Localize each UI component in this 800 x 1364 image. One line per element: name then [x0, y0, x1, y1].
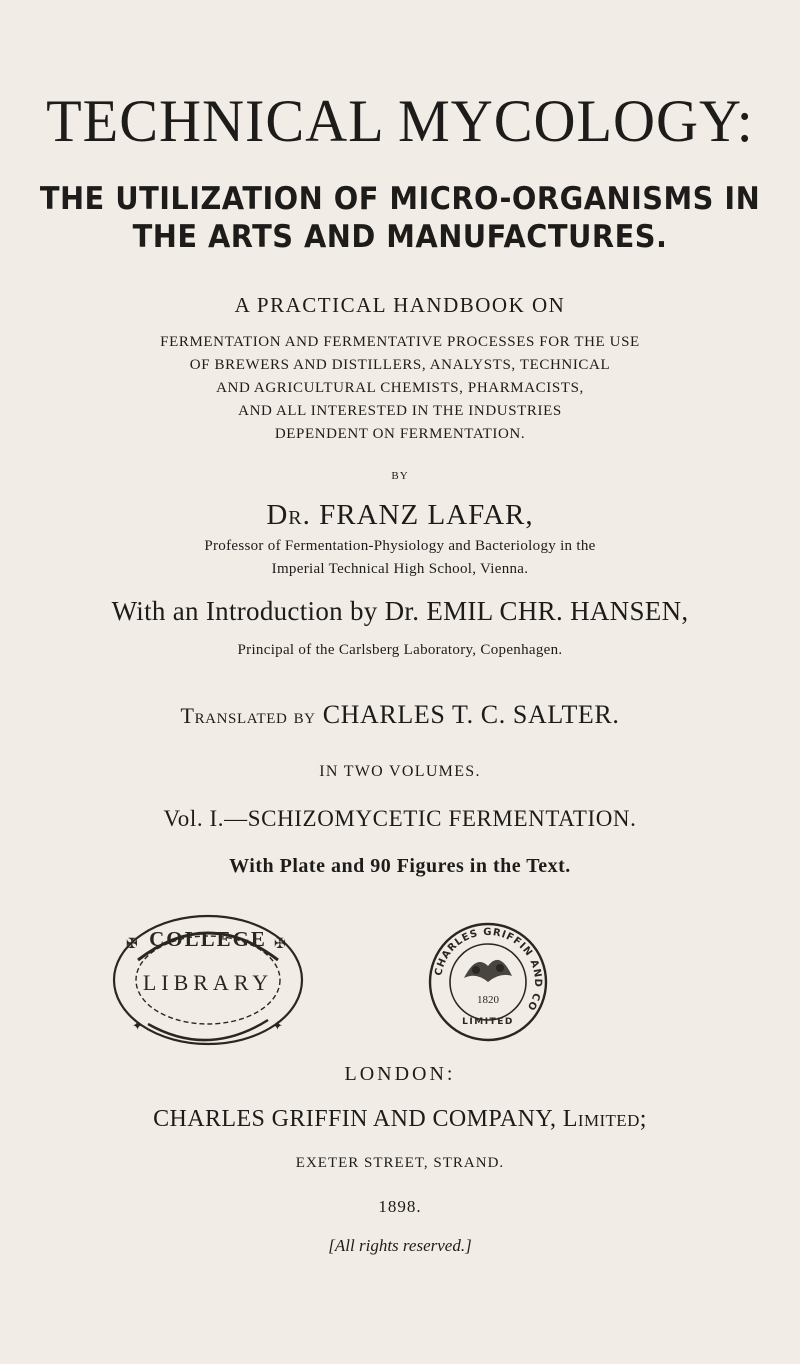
- imprint-year: 1898.: [378, 1197, 422, 1216]
- imprint-publisher-main: CHARLES GRIFFIN AND COMPANY,: [153, 1106, 563, 1132]
- publisher-emblem-year: 1820: [477, 994, 499, 1006]
- plate-note: With Plate and 90 Figures in the Text.: [229, 855, 571, 877]
- imprint-publisher-end: ;: [639, 1106, 647, 1132]
- handbook-heading: A PRACTICAL HANDBOOK ON: [234, 293, 566, 317]
- subtitle-line-2: THE ARTS AND MANUFACTURES.: [132, 219, 668, 255]
- description-line-2: OF BREWERS AND DISTILLERS, ANALYSTS, TECHNICAL: [189, 357, 611, 373]
- book-title: TECHNICAL MYCOLOGY:: [46, 88, 754, 154]
- imprint-publisher-suffix: Limited: [562, 1106, 640, 1132]
- introduction-line: With an Introduction by Dr. EMIL CHR. HANSEN,: [111, 596, 689, 626]
- imprint-street: EXETER STREET, STRAND.: [295, 1155, 505, 1171]
- description-line-5: DEPENDENT ON FERMENTATION.: [274, 426, 526, 442]
- svg-text:✠: ✠: [126, 937, 138, 952]
- library-stamp-top-text: COLLEGE: [149, 927, 267, 951]
- description-line-3: AND AGRICULTURAL CHEMISTS, PHARMACISTS,: [216, 380, 584, 396]
- publisher-emblem-icon: [426, 920, 550, 1044]
- translator-name: CHARLES T. C. SALTER.: [322, 700, 620, 729]
- author-affiliation-1: Professor of Fermentation-Physiology and Bacteriology in the: [204, 538, 596, 554]
- description-line-4: AND ALL INTERESTED IN THE INDUSTRIES: [238, 403, 562, 419]
- library-stamp-icon: [108, 912, 308, 1052]
- volumes-note: IN TWO VOLUMES.: [319, 763, 481, 780]
- translator-line: [0, 700, 800, 730]
- description-line-1: FERMENTATION AND FERMENTATIVE PROCESSES FOR THE USE: [160, 334, 640, 350]
- author-affiliation-2: Imperial Technical High School, Vienna.: [271, 561, 529, 577]
- publisher-emblem-bottom-text: LIMITED: [462, 1017, 514, 1027]
- imprint-publisher: [0, 1106, 800, 1133]
- author-name: Dr. FRANZ LAFAR,: [266, 499, 534, 531]
- svg-text:✠: ✠: [274, 937, 286, 952]
- subtitle-line-1: THE UTILIZATION OF MICRO-ORGANISMS IN: [39, 181, 761, 217]
- library-stamp-middle-text: LIBRARY: [142, 970, 274, 995]
- publisher-emblem-ring-text: CHARLES GRIFFIN AND CO: [433, 926, 544, 1013]
- translator-prefix: Translated by: [180, 703, 316, 728]
- svg-text:✦: ✦: [132, 1018, 143, 1033]
- by-label: BY: [391, 470, 409, 482]
- introduction-affiliation: Principal of the Carlsberg Laboratory, Copenhagen.: [237, 642, 563, 658]
- svg-text:✦: ✦: [272, 1018, 283, 1033]
- imprint-city: LONDON:: [344, 1063, 456, 1085]
- volume-title: Vol. I.—SCHIZOMYCETIC FERMENTATION.: [163, 806, 637, 831]
- rights-notice: [All rights reserved.]: [328, 1236, 472, 1255]
